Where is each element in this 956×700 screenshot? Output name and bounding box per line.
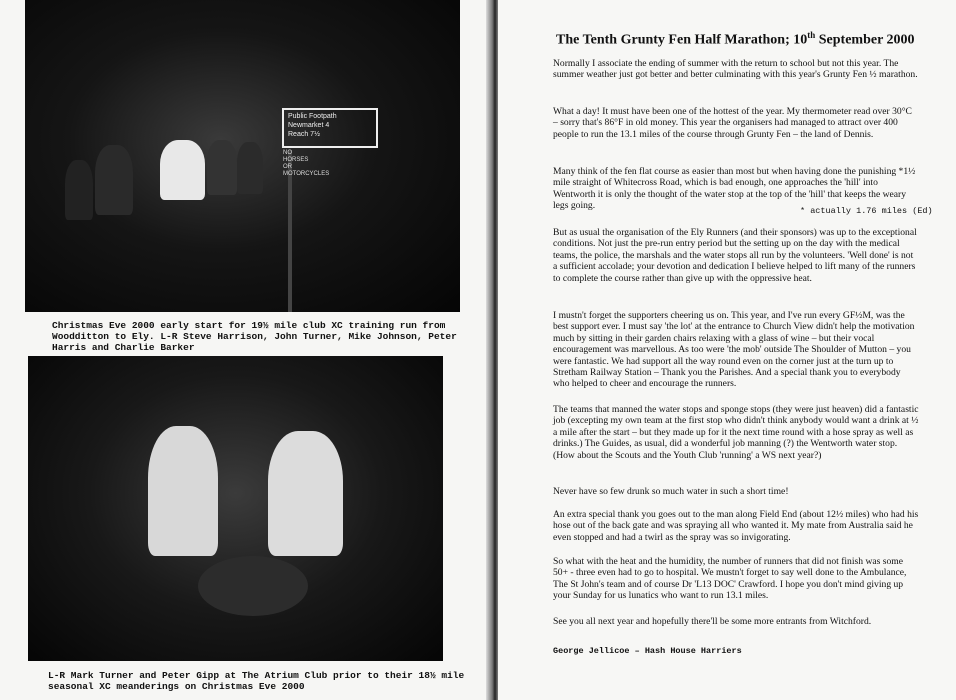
article-paragraph: The teams that manned the water stops and sponge stops (they were just heaven) did a fantastic job (excepting my own team at the first stop who didn't think anybody would want a drink at ½ a mile after the start – but they made up for it the next time round with a hose spray as well as drinks.) The Guides, as usual, did a wonderful job manning (?) the Wentworth water stop. (How about the Scouts and the Youth Club 'running' a WS next year?)	[553, 404, 919, 461]
article-paragraph: Normally I associate the ending of summer with the return to school but not this year. The summer weather just got better and better culminating with this year's Grunty Fen ½ marathon.	[553, 58, 918, 81]
runner-figure	[268, 431, 343, 556]
article-paragraph: See you all next year and hopefully there'll be some more entrants from Witchford.	[553, 616, 872, 627]
article-paragraph: What a day! It must have been one of the hottest of the year. My thermometer read over 30°C – sorry that's 86°F in old money. This year the organisers had managed to attract over 400 people to run the 13.1 miles of the course through Grunty Fen – the land of Dennis.	[553, 106, 912, 140]
runner-figure	[160, 140, 205, 200]
runner-figure	[95, 145, 133, 215]
photo-runners-atrium	[28, 356, 443, 661]
article-paragraph: But as usual the organisation of the Ely Runners (and their sponsors) was up to the exceptional conditions. Not just the pre-run entry period but the setting up on the day with the medical teams, the police, the marshals and the water stops all run by the volunteers. 'Well done' is not a sufficient accolade; your devotion and dedication I believe helped to lift many of the runners to complete the course rather than give up with the oppressive heat.	[553, 227, 917, 284]
author-signature: George Jellicoe – Hash House Harriers	[553, 646, 742, 656]
photo2-caption: L-R Mark Turner and Peter Gipp at The Atrium Club prior to their 18½ mile seasonal XC meanderings on Christmas Eve 2000	[48, 670, 465, 692]
no-horses-sign: NO HORSES OR MOTORCYCLES	[283, 150, 330, 177]
runner-figure	[207, 140, 237, 195]
article-paragraph: I mustn't forget the supporters cheering us on. This year, and I've run every GF½M, was the best support ever. I must say 'the lot' at the entrance to Church View didn't help the motivation much by sitting in their garden chairs relaxing with a glass of wine – but their vocal encouragement was marvellous. As too were 'the mob' outside The Shoulder of Mutton – you were fantastic. We had support all the way round even on the corner just at the turn up to Stretham Railway Station – Thank you the Parishes. And a special thank you to everybody who helped to cheer and encourage the runners.	[553, 310, 915, 390]
runner-figure	[65, 160, 93, 220]
photo1-caption: Christmas Eve 2000 early start for 19½ mile club XC training run from Woodditton to Ely. L-R Steve Harrison, John Turner, Mike Johnson, Peter Harris and Charlie Barker	[52, 320, 457, 353]
article-paragraph: Many think of the fen flat course as easier than most but when having done the punishing *1½ mile straight of Whitecross Road, which is bad enough, one approaches the 'hill' into Wentworth it is only the thought of the water stop at the top of the 'hill' that keeps the weary legs going.	[553, 166, 916, 212]
table	[198, 556, 308, 616]
footpath-sign: Public Footpath Newmarket 4 Reach 7½	[282, 108, 378, 148]
article-title: The Tenth Grunty Fen Half Marathon; 10th September 2000	[556, 30, 915, 48]
runner-figure	[237, 142, 263, 194]
article-paragraph: Never have so few drunk so much water in such a short time!	[553, 486, 789, 497]
article-paragraph: An extra special thank you goes out to the man along Field End (about 12½ miles) who had his hose out of the back gate and was spraying all who wanted it. My mate from Australia said he even stopped and had a twirl as the spray was so invigorating.	[553, 509, 919, 543]
article-paragraph: So what with the heat and the humidity, the number of runners that did not finish was some 50+ - three even had to go to hospital. We mustn't forget to say well done to the Ambulance, The St John's team and of course Dr 'L13 DOC' Crawford. I hope you don't mind giving up your Sunday for us lunatics who want to run 13.1 miles.	[553, 556, 907, 602]
photo-runners-footpath	[25, 0, 460, 312]
editor-note: * actually 1.76 miles (Ed)	[800, 206, 933, 216]
runner-figure	[148, 426, 218, 556]
